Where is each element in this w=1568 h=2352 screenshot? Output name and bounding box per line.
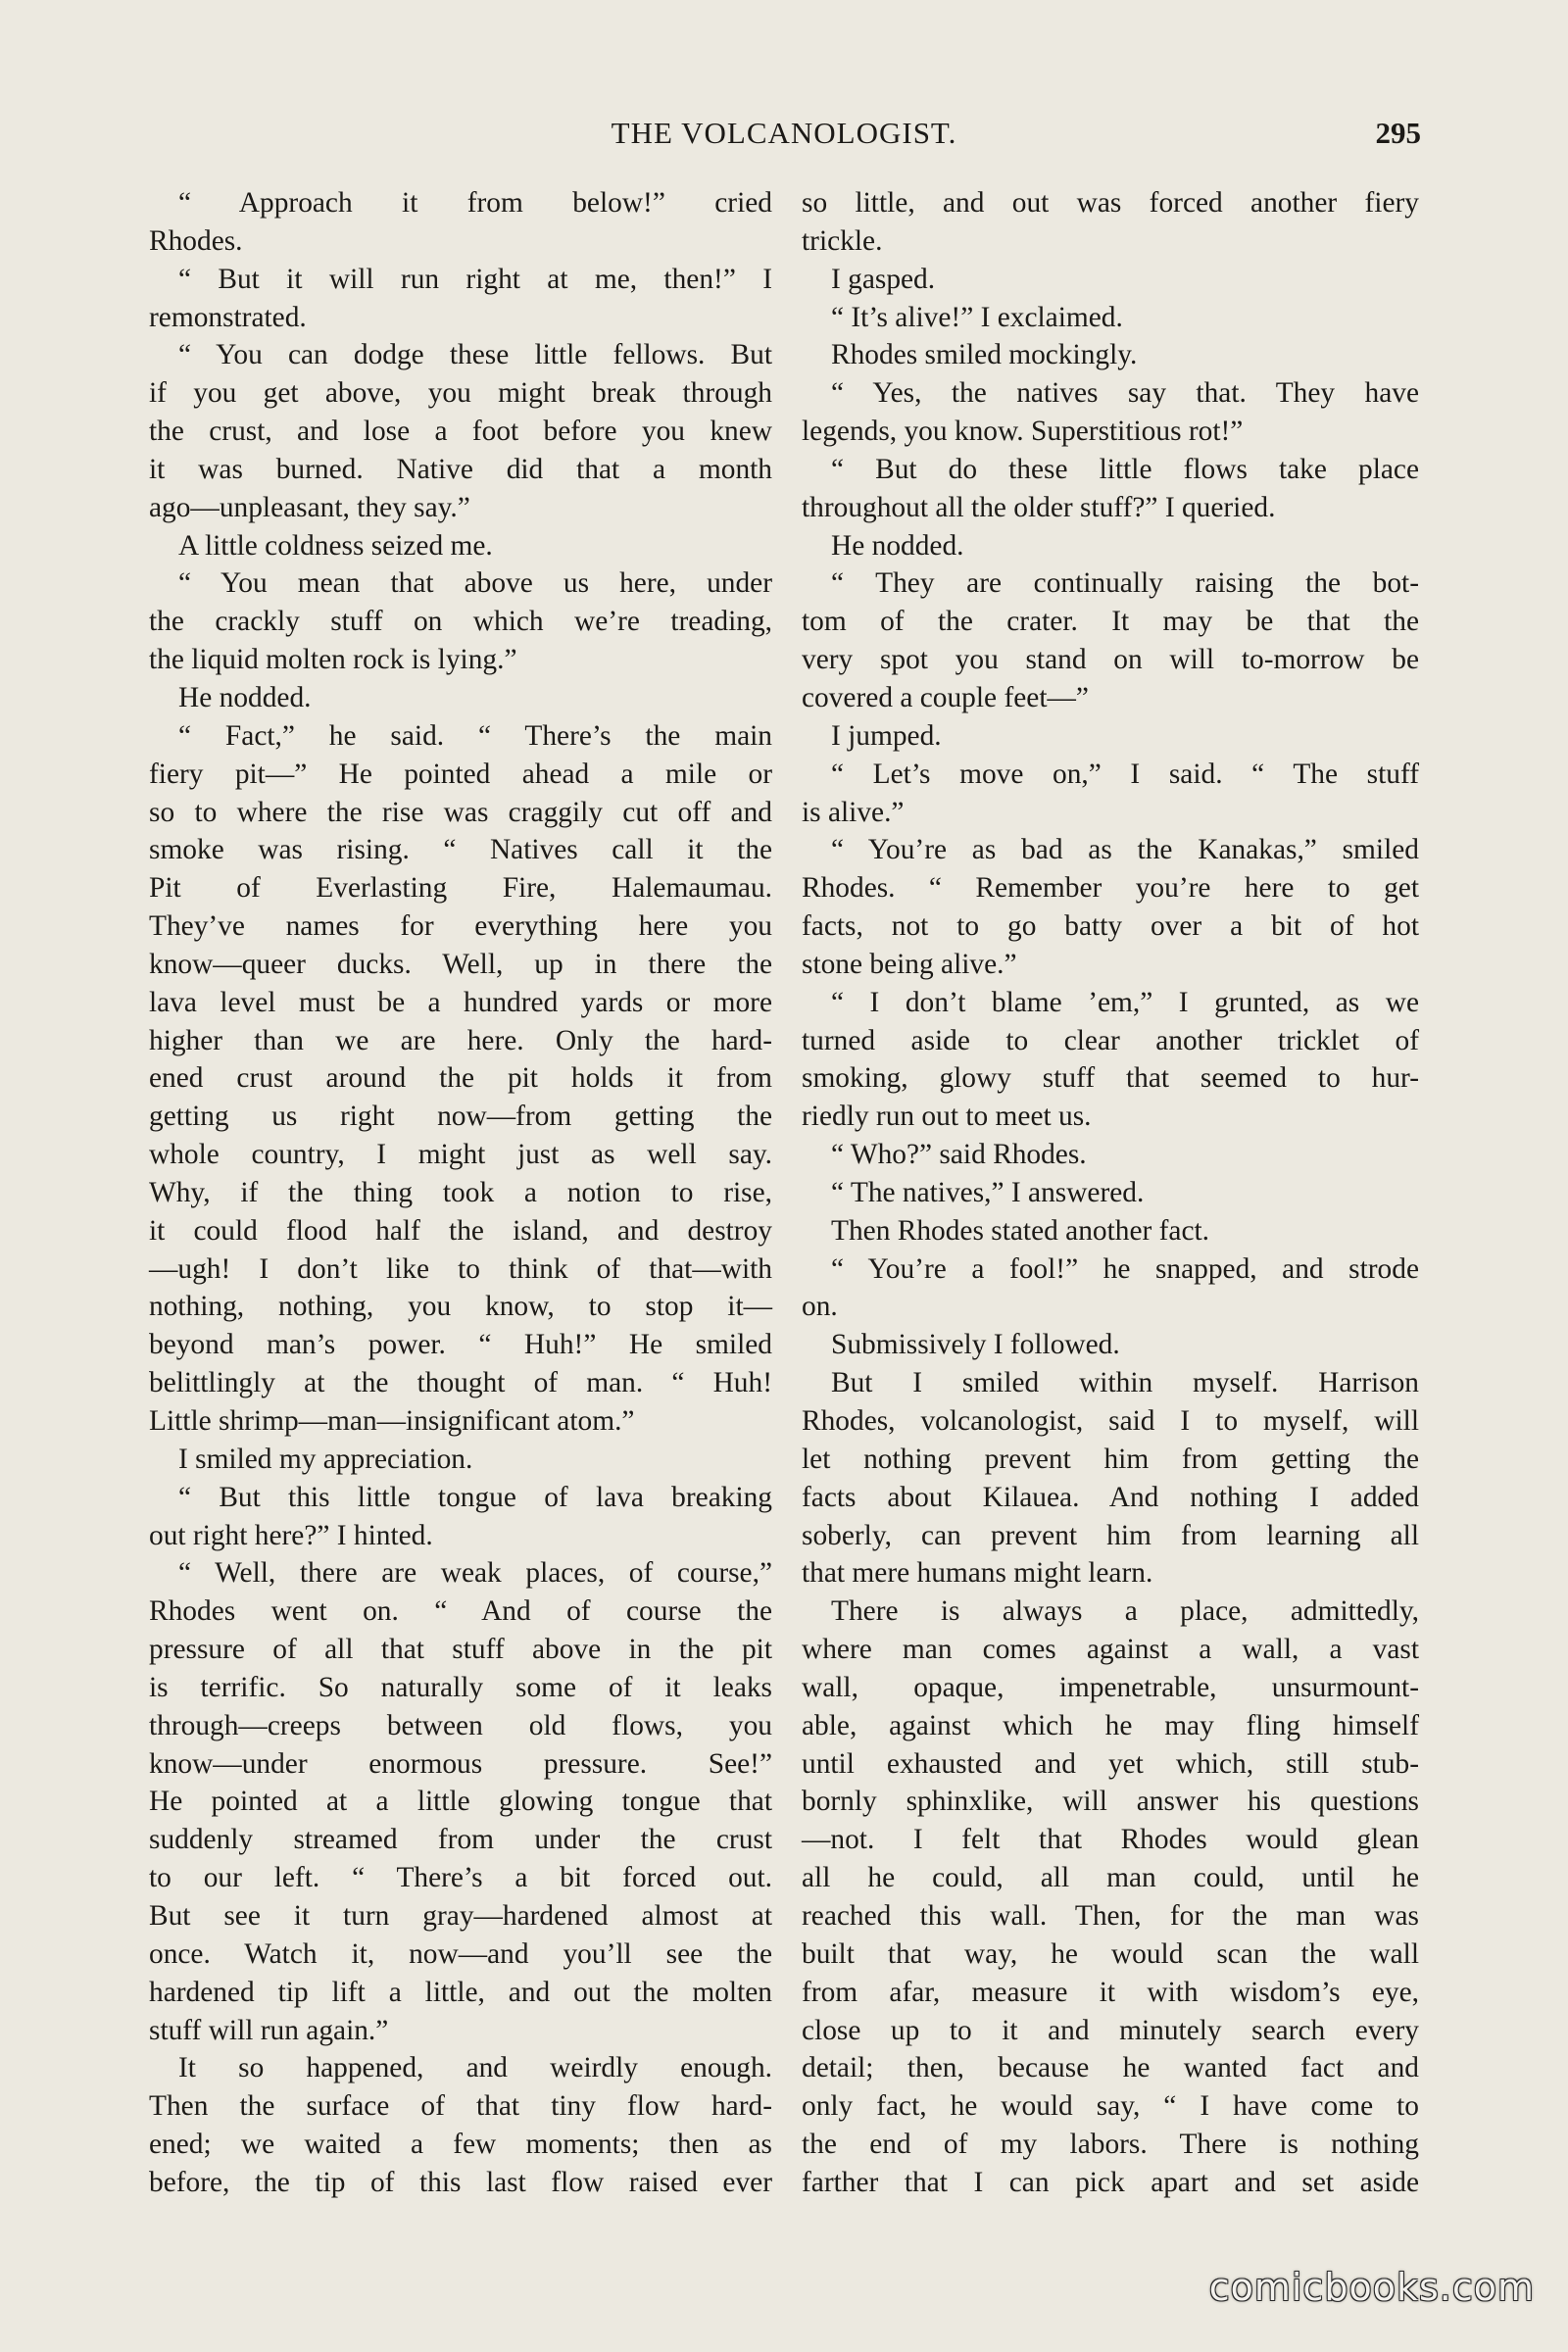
text-line: getting us right now—from getting the [149,1101,772,1133]
text-line: detail; then, because he wanted fact and [802,2052,1419,2084]
text-line: “ I don’t blame ’em,” I grunted, as we [831,986,1419,1018]
text-line: “ But this little tongue of lava breaking [178,1481,772,1513]
text-line: Rhodes smiled mockingly. [831,339,1138,371]
text-line: whole country, I might just as well say. [149,1139,772,1171]
text-line: “ You’re a fool!” he snapped, and strode [831,1252,1419,1285]
left-text-column [149,184,772,2202]
text-line: pressure of all that stuff above in the pit [149,1634,772,1666]
text-line: legends, you know. Superstitious rot!” [802,416,1244,448]
text-line: stone being alive.” [802,948,1017,980]
text-line: I gasped. [831,263,936,295]
text-line: soberly, can prevent him from learning all [802,1519,1419,1551]
text-line: ened crust around the pit holds it from [149,1062,772,1095]
text-line: “ Yes, the natives say that. They have [831,377,1419,410]
text-line: where man comes against a wall, a vast [802,1634,1419,1666]
text-line: so little, and out was forced another fiery [802,187,1419,219]
text-line: Rhodes, volcanologist, said I to myself, will [802,1405,1419,1437]
text-line: remonstrated. [149,301,307,333]
text-line: facts, not to go batty over a bit of hot [802,910,1419,943]
text-line: know—queer ducks. Well, up in there the [149,948,772,980]
text-line: riedly run out to meet us. [802,1101,1092,1133]
text-line: “ Fact,” he said. “ There’s the main [178,719,772,752]
text-line: “ Well, there are weak places, of course,” [178,1557,772,1590]
text-line: nothing, nothing, you know, to stop it— [149,1291,772,1323]
text-line: hardened tip lift a little, and out the molten [149,1976,772,2008]
text-line: “ Who?” said Rhodes. [831,1139,1087,1171]
text-line: turned aside to clear another tricklet of [802,1024,1419,1056]
text-line: Then Rhodes stated another fact. [831,1214,1210,1247]
text-line: covered a couple feet—” [802,681,1089,713]
text-line: from afar, measure it with wisdom’s eye, [802,1976,1419,2008]
text-line: But see it turn gray—hardened almost at [149,1899,772,1932]
text-line: close up to it and minutely search every [802,2014,1419,2046]
text-line: built that way, he would scan the wall [802,1937,1419,1970]
text-line: tom of the crater. It may be that the [802,606,1419,638]
text-line: He nodded. [831,529,964,562]
text-line: “ You mean that above us here, under [178,567,772,600]
text-line: He pointed at a little glowing tongue that [149,1786,772,1818]
text-line: once. Watch it, now—and you’ll see the [149,1937,772,1970]
text-line: it could flood half the island, and destroy [149,1214,772,1247]
text-line: ened; we waited a few moments; then as [149,2129,772,2161]
text-line: before, the tip of this last flow raised ever [149,2166,772,2198]
text-line: “ You can dodge these little fellows. But [178,339,772,371]
text-line: the liquid molten rock is lying.” [149,644,517,676]
text-line: fiery pit—” He pointed ahead a mile or [149,758,772,790]
text-line: is alive.” [802,796,905,828]
text-line: Rhodes. “ Remember you’re here to get [802,872,1419,905]
text-line: throughout all the older stuff?” I queried. [802,491,1276,523]
running-title: THE VOLCANOLOGIST. [611,116,957,150]
text-line: bornly sphinxlike, will answer his questions [802,1786,1419,1818]
text-line: is terrific. So naturally some of it leaks [149,1671,772,1703]
text-line: —not. I felt that Rhodes would glean [802,1824,1419,1856]
text-line: He nodded. [178,681,312,713]
text-line: if you get above, you might break through [149,377,772,410]
text-line: I jumped. [831,719,942,752]
text-line: out right here?” I hinted. [149,1519,433,1551]
text-line: reached this wall. Then, for the man was [802,1899,1419,1932]
text-line: They’ve names for everything here you [149,910,772,943]
watermark-logo: comicbooks.com [1208,2266,1535,2309]
text-line: But I smiled within myself. Harrison [831,1367,1419,1399]
text-line: Pit of Everlasting Fire, Halemaumau. [149,872,772,905]
text-line: suddenly streamed from under the crust [149,1824,772,1856]
text-line: “ Approach it from below!” cried [178,187,772,219]
text-line: Rhodes. [149,224,243,257]
text-line: Little shrimp—man—insignificant atom.” [149,1405,635,1437]
text-line: —ugh! I don’t like to think of that—with [149,1252,772,1285]
text-line: “ It’s alive!” I exclaimed. [831,301,1123,333]
text-line: very spot you stand on will to-morrow be [802,644,1419,676]
text-line: It so happened, and weirdly enough. [178,2052,772,2084]
text-line: it was burned. Native did that a month [149,453,772,485]
text-line: know—under enormous pressure. See!” [149,1747,772,1780]
text-line: facts about Kilauea. And nothing I added [802,1481,1419,1513]
text-line: smoke was rising. “ Natives call it the [149,834,772,866]
text-line: the end of my labors. There is nothing [802,2129,1419,2161]
text-line: Submissively I followed. [831,1329,1120,1361]
text-line: There is always a place, admittedly, [831,1595,1419,1628]
text-line: the crust, and lose a foot before you knew [149,416,772,448]
text-line: the crackly stuff on which we’re treading, [149,606,772,638]
text-line: on. [802,1291,838,1323]
text-line: so to where the rise was craggily cut off and [149,796,772,828]
text-line: stuff will run again.” [149,2014,389,2046]
text-line: Then the surface of that tiny flow hard- [149,2090,772,2123]
page-header [147,112,1421,161]
text-line: ago—unpleasant, they say.” [149,491,470,523]
text-line: able, against which he may fling himself [802,1709,1419,1741]
text-line: beyond man’s power. “ Huh!” He smiled [149,1329,772,1361]
text-line: higher than we are here. Only the hard- [149,1024,772,1056]
text-line: Why, if the thing took a notion to rise, [149,1176,772,1208]
text-line: all he could, all man could, until he [802,1862,1419,1894]
text-line: farther that I can pick apart and set aside [802,2166,1419,2198]
text-line: I smiled my appreciation. [178,1443,473,1475]
text-line: “ They are continually raising the bot- [831,567,1419,600]
text-line: until exhausted and yet which, still stub- [802,1747,1419,1780]
page-number: 295 [1375,116,1421,150]
text-line: trickle. [802,224,883,257]
right-text-column [802,184,1419,2202]
text-line: only fact, he would say, “ I have come to [802,2090,1419,2123]
text-line: that mere humans might learn. [802,1557,1153,1590]
text-line: “ But do these little flows take place [831,453,1419,485]
text-line: Rhodes went on. “ And of course the [149,1595,772,1628]
text-line: “ You’re as bad as the Kanakas,” smiled [831,834,1419,866]
text-line: wall, opaque, impenetrable, unsurmount- [802,1671,1419,1703]
text-line: “ But it will run right at me, then!” I [178,263,772,295]
text-line: through—creeps between old flows, you [149,1709,772,1741]
text-line: A little coldness seized me. [178,529,493,562]
text-line: let nothing prevent him from getting the [802,1443,1419,1475]
text-line: belittlingly at the thought of man. “ Huh! [149,1367,772,1399]
text-line: “ The natives,” I answered. [831,1176,1145,1208]
text-line: smoking, glowy stuff that seemed to hur- [802,1062,1419,1095]
text-line: “ Let’s move on,” I said. “ The stuff [831,758,1419,790]
text-line: to our left. “ There’s a bit forced out. [149,1862,772,1894]
text-line: lava level must be a hundred yards or more [149,986,772,1018]
